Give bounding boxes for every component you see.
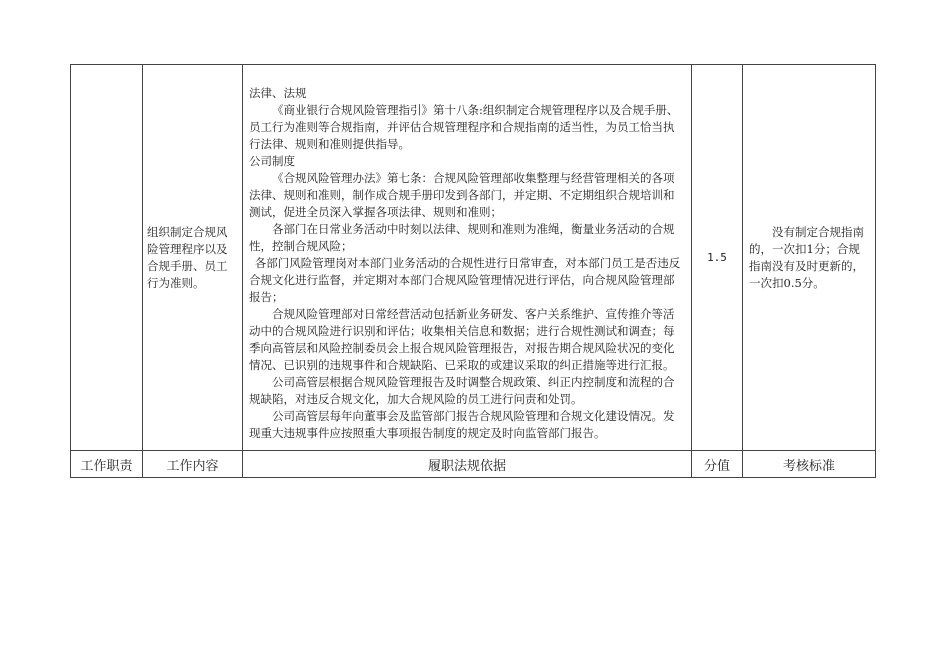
header-criteria: 考核标准 [743,451,876,478]
content-cell: 组织制定合规风险管理程序以及合规手册、员工行为准则。 [143,65,243,451]
header-duty: 工作职责 [71,451,143,478]
duty-cell [71,65,143,451]
basis-paragraph: 《合规风险管理办法》第七条：合规风险管理部收集整理与经营管理相关的各项法律、规则和准则，制作成合规手册印发到各部门，并定期、不定期组织合规培训和测试，促进全员深入掌握各项法律、规则和准则； [249,171,675,219]
basis-paragraph: 各部门风险管理岗对本部门业务活动的合规性进行日常审查，对本部门员工是否违反合规文化进行监督，并定期对本部门合规风险管理情况进行评估，向合规风险管理部报告； [249,256,681,304]
criteria-cell [743,65,876,451]
table-header-row [71,451,876,478]
header-basis: 履职法规依据 [243,451,692,478]
basis-paragraph: 公司制度 [249,154,295,168]
table-row [71,65,876,451]
basis-paragraph: 公司高管层根据合规风险管理报告及时调整合规政策、纠正内控制度和流程的合规缺陷，对违反合规文化，加大合规风险的员工进行问责和处罚。 [249,375,675,406]
basis-paragraph: 各部门在日常业务活动中时刻以法律、规则和准则为准绳，衡量业务活动的合规性，控制合规风险； [249,222,675,253]
basis-cell [243,65,692,451]
header-score: 分值 [692,451,743,478]
criteria-text: 没有制定合规指南的，一次扣1分；合规指南没有及时更新的，一次扣0.5分。 [749,224,864,290]
basis-paragraph: 法律、法规 [249,86,307,100]
assessment-table [70,64,876,478]
basis-paragraph: 《商业银行合规风险管理指引》第十八条:组织制定合规管理程序以及合规手册、员工行为准则等合规指南，并评估合规管理程序和合规指南的适当性，为员工恰当执行法律、规则和准则提供指导。 [249,103,679,151]
basis-paragraph: 公司高管层每年向董事会及监管部门报告合规风险管理和合规文化建设情况。发现重大违规事件应按照重大事项报告制度的规定及时向监管部门报告。 [249,409,675,440]
header-content: 工作内容 [143,451,243,478]
score-cell: 1.5 [692,65,743,451]
basis-paragraph: 合规风险管理部对日常经营活动包括新业务研发、客户关系维护、宣传推介等活动中的合规风险进行识别和评估；收集相关信息和数据；进行合规性测试和调查；每季向高管层和风险控制委员会上报合规风险管理报告，对报告期合规风险状况的变化情况、已识别的违规事件和合规缺陷、已采取的或建议采取的纠正措施等进行汇报。 [249,307,675,372]
